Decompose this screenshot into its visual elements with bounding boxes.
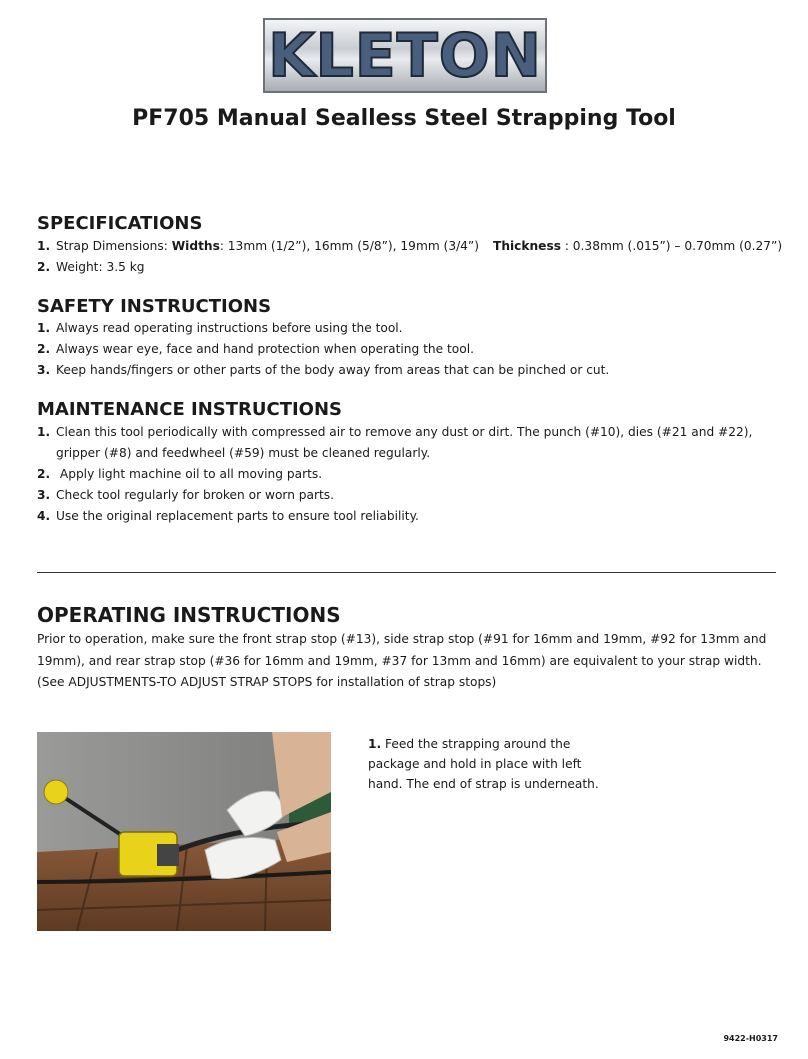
spec-prefix: Strap Dimensions: [56, 239, 172, 253]
operating-intro-line-2: 19mm), and rear strap stop (#36 for 16mm and 19mm, #37 for 13mm and 16mm) are equivalent to your strap width. [37, 654, 762, 668]
step-1-line-3: hand. The end of strap is underneath. [368, 777, 599, 791]
safety-item-3 [37, 363, 609, 377]
maintenance-heading: MAINTENANCE INSTRUCTIONS [37, 399, 343, 420]
tool-photo-illustration [37, 732, 331, 931]
spec-item-1 [37, 239, 782, 253]
maintenance-item-text: Use the original replacement parts to ensure tool reliability. [56, 509, 419, 523]
section-divider [37, 572, 776, 573]
safety-item-2 [37, 342, 474, 356]
maintenance-item-text: Clean this tool periodically with compressed air to remove any dust or dirt. The punch (#10), dies (#21 and #22), [56, 425, 753, 439]
maintenance-item-3 [37, 488, 334, 502]
maintenance-item-number: 4. [37, 509, 51, 523]
step-1-text: Feed the strapping around the [381, 737, 571, 751]
spec-widths-label: Widths [171, 239, 220, 253]
spec-item-text: Weight: 3.5 kg [56, 260, 145, 274]
operating-intro-line-3: (See ADJUSTMENTS-TO ADJUST STRAP STOPS for installation of strap stops) [37, 675, 497, 689]
maintenance-item-4 [37, 509, 419, 523]
spec-item-2 [37, 260, 145, 274]
maintenance-item-2 [37, 467, 322, 481]
maintenance-item-number: 2. [37, 467, 51, 481]
step-number: 1. [368, 737, 382, 751]
safety-item-text: Always read operating instructions before using the tool. [56, 321, 403, 335]
safety-item-number: 3. [37, 363, 51, 377]
safety-heading: SAFETY INSTRUCTIONS [37, 296, 272, 317]
maintenance-item-1-continued: gripper (#8) and feedwheel (#59) must be cleaned regularly. [56, 446, 431, 460]
operating-heading: OPERATING INSTRUCTIONS [37, 603, 341, 627]
safety-item-number: 2. [37, 342, 51, 356]
maintenance-item-1 [37, 425, 752, 439]
document-code: 9422-H0317 [723, 1034, 778, 1043]
safety-item-text: Always wear eye, face and hand protection when operating the tool. [56, 342, 474, 356]
spec-item-number: 2. [37, 260, 51, 274]
safety-item-1 [37, 321, 403, 335]
tool-photo [37, 732, 331, 931]
safety-item-text: Keep hands/fingers or other parts of the body away from areas that can be pinched or cut. [56, 363, 610, 377]
maintenance-item-number: 1. [37, 425, 51, 439]
logo-text: KLETON [268, 20, 542, 91]
spec-widths-value: : 13mm (1/2”), 16mm (5/8”), 19mm (3/4”) [219, 239, 479, 253]
maintenance-item-text: Check tool regularly for broken or worn parts. [56, 488, 335, 502]
spec-thickness-value: : 0.38mm (.015”) – 0.70mm (0.27”) [560, 239, 783, 253]
spec-item-number: 1. [37, 239, 51, 253]
operating-intro-line-1: Prior to operation, make sure the front strap stop (#13), side strap stop (#91 for 16mm and 19mm, #92 for 13mm and [37, 632, 767, 646]
step-1-line-1 [368, 737, 570, 751]
maintenance-item-text: Apply light machine oil to all moving parts. [56, 467, 323, 481]
step-1-line-2: package and hold in place with left [368, 757, 582, 771]
specifications-heading: SPECIFICATIONS [37, 213, 203, 234]
maintenance-item-number: 3. [37, 488, 51, 502]
spec-thickness-label: Thickness [493, 239, 561, 253]
page-title: PF705 Manual Sealless Steel Strapping Tool [132, 106, 676, 131]
brand-logo [263, 18, 547, 93]
safety-item-number: 1. [37, 321, 51, 335]
